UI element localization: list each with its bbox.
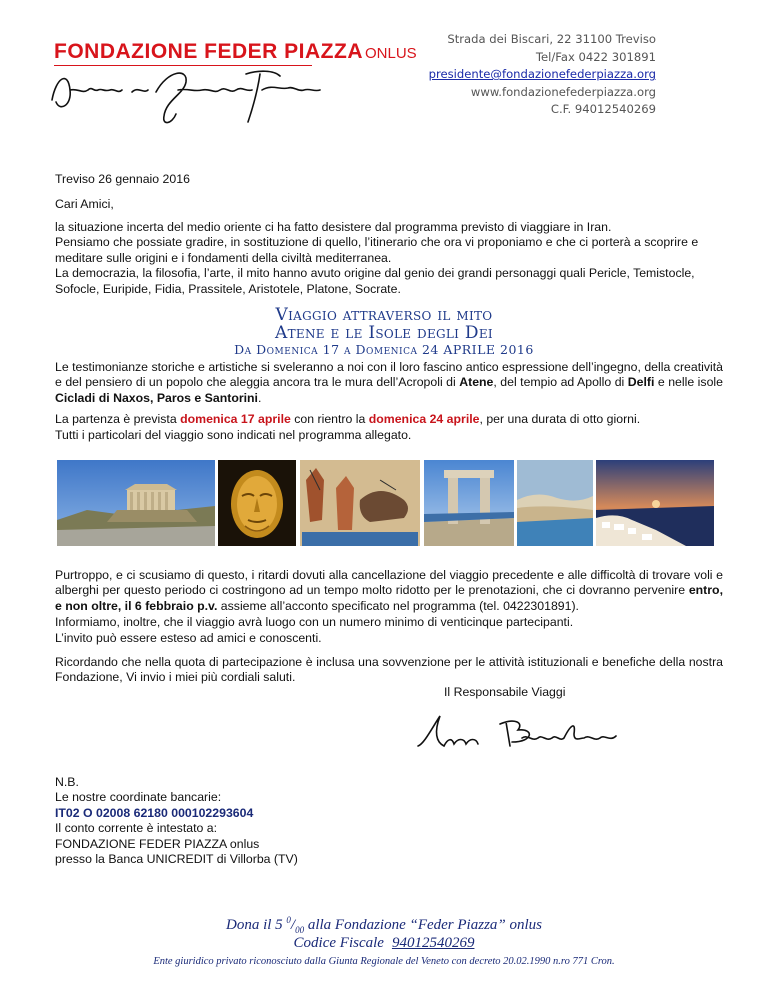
trip-title-2: Atene e le Isole degli Dei [275,323,493,343]
address: Strada dei Biscari, 22 31100 Treviso [447,32,656,46]
contact-block [429,31,656,119]
responsible-label: Il Responsabile Viaggi [444,685,566,699]
text-span: . [257,390,262,405]
return-date: domenica 24 aprile [368,412,480,426]
intro-line-1: la situazione incerta del medio oriente ci ha fatto desistere dal programma previsto di viaggiare in Iran. [55,220,612,234]
acropolis-photo [57,460,215,546]
fiscal-code: C.F. 94012540269 [550,102,656,116]
bank-name: presso la Banca UNICREDIT di Villorba (TV) [55,852,298,867]
logo-onlus: ONLUS [365,45,417,62]
paragraph-deadline [55,568,723,614]
place-atene: Atene [459,375,494,390]
coast-photo [517,460,593,546]
intro-paragraph [55,220,723,297]
footer-donation: Dona il 5 $^0/_{00}$ alla Fondazione “Feder Piazza” onlus [225,915,542,935]
place-delfi: Delfi [627,375,655,390]
text-span: Le testimonianze storiche e artistiche si sveleranno a noi con il loro fascino antico espressione dell’ingegno, della creatività e del pensiero di un popolo che aleggia ancora tra le mura dell’Acropoli di [55,360,723,390]
text-span: 00 [295,925,305,935]
responsible-signature-image [414,708,624,758]
paragraph-min-participants: Informiamo, inoltre, che il viaggio avrà luogo con un numero minimo di venticinque partecipanti. [55,615,574,629]
paragraph-departure [55,412,723,427]
nb-label: N.B. [55,775,79,789]
text-span: Dona il 5 [225,917,287,933]
naxos-portara-photo [424,460,514,546]
text-span: Purtroppo, e ci scusiamo di questo, i ritardi dovuti alla cancellazione del viaggio precedente e alle difficoltà di trovare voli e alberghi per questo periodo ci costringono ad un tempo molto ridotto per le prenotazioni, che ci dovranno pervenire [55,568,723,598]
place-isole: Cicladi di Naxos, Paros e Santorini [55,390,258,405]
agamemnon-mask-photo [218,460,296,546]
logo-name: FONDAZIONE FEDER PIAZZA [54,40,363,63]
account-holder: FONDAZIONE FEDER PIAZZA onlus [55,836,260,851]
trip-title-1: Viaggio attraverso il mito [275,305,493,325]
paragraph-testimonies [55,360,723,406]
telfax: Tel/Fax 0422 301891 [535,49,656,64]
fiscal-code-value: 94012540269 [391,935,475,951]
text-span: e nelle isole [654,375,723,390]
deadline: entro, e non oltre, il 6 febbraio p.v. [55,583,723,613]
paragraph-invite: L’invito può essere esteso ad amici e conoscenti. [55,631,322,645]
text-span: Codice Fiscale [293,935,384,951]
text-span: con rientro la [290,412,369,426]
santorini-photo [596,460,714,546]
bank-coords-label: Le nostre coordinate bancarie: [55,790,222,805]
greeting: Cari Amici, [55,197,114,211]
letter-date: Treviso 26 gennaio 2016 [55,172,190,186]
founders-signature-image [48,60,328,135]
paragraph-closing: Ricordando che nella quota di partecipazione è inclusa una sovvenzione per le attività istituzionali e benefiche della nostra Fondazione, Vi invio i miei più cordiali saluti. [55,655,723,685]
text-span: , del tempio ad Apollo di [493,375,628,390]
text-span: alla Fondazione “Feder Piazza” onlus [304,917,542,933]
website-link[interactable]: www.fondazionefederpiazza.org [470,84,656,99]
paragraph-program: Tutti i particolari del viaggio sono indicati nel programma allegato. [55,428,412,442]
bank-block [55,775,723,867]
footer-fiscal-code [0,935,768,952]
text-span: 0 [286,915,291,925]
iban: IT02 O 02008 62180 000102293604 [55,805,254,820]
footer-legal: Ente giuridico privato riconosciuto dalla Giunta Regionale del Veneto con decreto 20.02.1990 n.ro 771 Cron. [153,956,615,967]
holder-label: Il conto corrente è intestato a: [55,821,218,836]
text-span: assieme all’acconto specificato nel programma (tel. 0422301891). [217,598,579,613]
intro-line-3: La democrazia, la filosofia, l’arte, il mito hanno avuto origine dal genio dei grandi personaggi quali Pericle, Temistocle, Sofocle, Euripide, Fidia, Prassitele, Aristotele, Platone, Socrate. [55,266,695,296]
text-span: , per una durata di otto giorni. [479,412,641,426]
intro-line-2: Pensiamo che possiate gradire, in sostituzione di quello, l’itinerario che ora vi proponiamo e che ci porterà a scoprire e meditare sulle origini e i fondamenti della civiltà mediterranea. [55,235,699,265]
text-span: La partenza è prevista [55,412,181,426]
minoan-fresco-photo [300,460,420,546]
email-link[interactable]: presidente@fondazionefederpiazza.org [428,67,656,81]
departure-date: domenica 17 aprile [180,412,291,426]
trip-dates: Da Domenica 17 a Domenica 24 APRILE 2016 [234,342,534,357]
